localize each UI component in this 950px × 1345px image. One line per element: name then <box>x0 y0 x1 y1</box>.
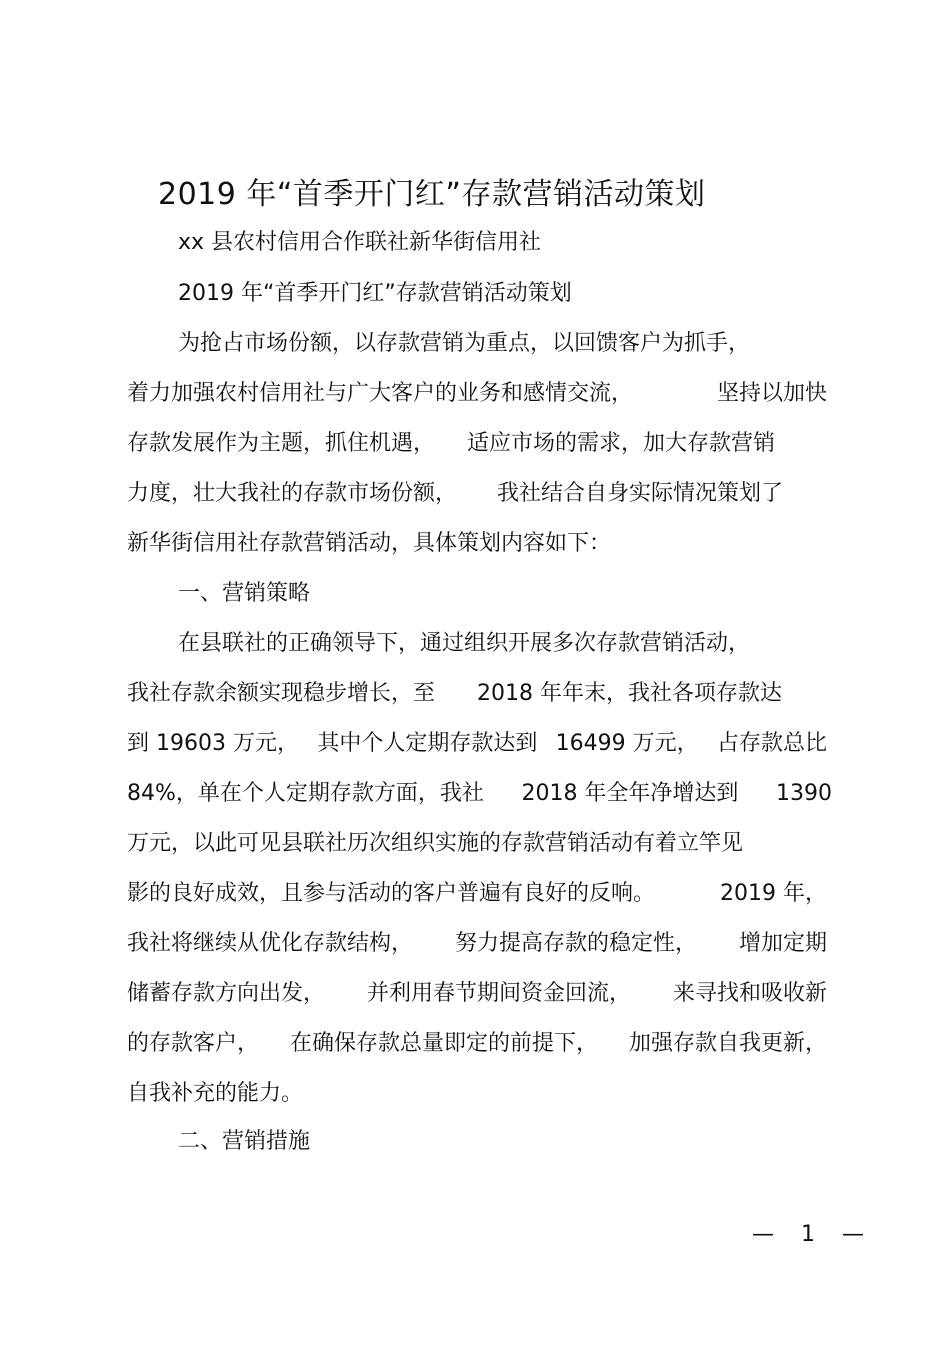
intro-line-4-part-b: 我社结合自身实际情况策划了 <box>497 481 784 506</box>
intro-line-2 <box>127 377 827 411</box>
section-1-line-4-part-b: 2018 年全年净增达到 <box>521 781 739 806</box>
section-1-line-3-part-a: 到 19603 万元， <box>127 731 299 756</box>
section-1-line-7-part-c: 增加定期 <box>738 931 827 956</box>
section-1-line-10: 自我补充的能力。 <box>127 1081 304 1106</box>
section-1-line-4-part-c: 1390 <box>775 781 832 806</box>
intro-line-3 <box>127 427 827 461</box>
intro-line-3-part-b: 适应市场的需求，加大存款营销 <box>467 431 776 456</box>
section-1-line-3 <box>127 727 827 761</box>
section-1-line-4 <box>127 777 832 811</box>
section-1-line-7-part-b: 努力提高存款的稳定性， <box>454 931 697 956</box>
section-1-line-8 <box>127 977 827 1011</box>
section-1-line-9-part-b: 在确保存款总量即定的前提下， <box>289 1031 598 1056</box>
section-1-line-3-part-c: 16499 万元， <box>555 731 699 756</box>
intro-line-2-part-a: 着力加强农村信用社与广大客户的业务和感情交流， <box>127 381 634 406</box>
section-1-line-4-part-a: 84%，单在个人定期存款方面，我社 <box>127 781 484 806</box>
section-1-line-7-part-a: 我社将继续从优化存款结构， <box>127 931 414 956</box>
section-2-heading: 二、营销措施 <box>178 1129 311 1154</box>
intro-line-3-part-a: 存款发展作为主题，抓住机遇， <box>127 431 436 456</box>
intro-line-5: 新华街信用社存款营销活动，具体策划内容如下： <box>127 531 612 556</box>
organization-name: xx 县农村信用合作联社新华街信用社 <box>178 230 542 255</box>
section-1-line-8-part-c: 来寻找和吸收新 <box>672 981 827 1006</box>
page-number: — 1 — <box>752 1222 874 1247</box>
section-1-line-6-part-a: 影的良好成效，且参与活动的客户普遍有良好的反响。 <box>127 881 656 906</box>
section-1-heading: 一、营销策略 <box>178 581 311 606</box>
section-1-line-2 <box>127 677 827 711</box>
intro-line-4 <box>127 477 827 511</box>
section-1-line-7 <box>127 927 827 961</box>
document-title: 2019 年“首季开门红”存款营销活动策划 <box>158 177 706 212</box>
section-1-line-6-part-b: 2019 年， <box>720 881 827 906</box>
section-1-line-3-part-b: 其中个人定期存款达到 <box>317 731 538 756</box>
section-1-line-2-part-a: 我社存款余额实现稳步增长，至 <box>127 681 436 706</box>
intro-line-4-part-a: 力度，壮大我社的存款市场份额， <box>127 481 458 506</box>
section-1-line-2-part-b: 2018 年年末，我社各项存款达 <box>477 681 782 706</box>
document-subtitle: 2019 年“首季开门红”存款营销活动策划 <box>178 281 572 306</box>
intro-line-1: 为抢占市场份额，以存款营销为重点，以回馈客户为抓手， <box>178 331 751 356</box>
section-1-line-9-part-c: 加强存款自我更新， <box>628 1031 827 1056</box>
section-1-line-6 <box>127 877 827 911</box>
intro-line-2-part-b: 坚持以加快 <box>716 381 827 406</box>
section-1-line-5: 万元，以此可见县联社历次组织实施的存款营销活动有着立竿见 <box>127 831 744 856</box>
section-1-line-9-part-a: 的存款客户， <box>127 1031 260 1056</box>
section-1-line-9 <box>127 1027 827 1061</box>
section-1-line-8-part-a: 储蓄存款方向出发， <box>127 981 326 1006</box>
section-1-line-1: 在县联社的正确领导下，通过组织开展多次存款营销活动， <box>178 631 751 656</box>
section-1-line-3-part-d: 占存款总比 <box>716 731 827 756</box>
section-1-line-8-part-b: 并利用春节期间资金回流， <box>366 981 631 1006</box>
